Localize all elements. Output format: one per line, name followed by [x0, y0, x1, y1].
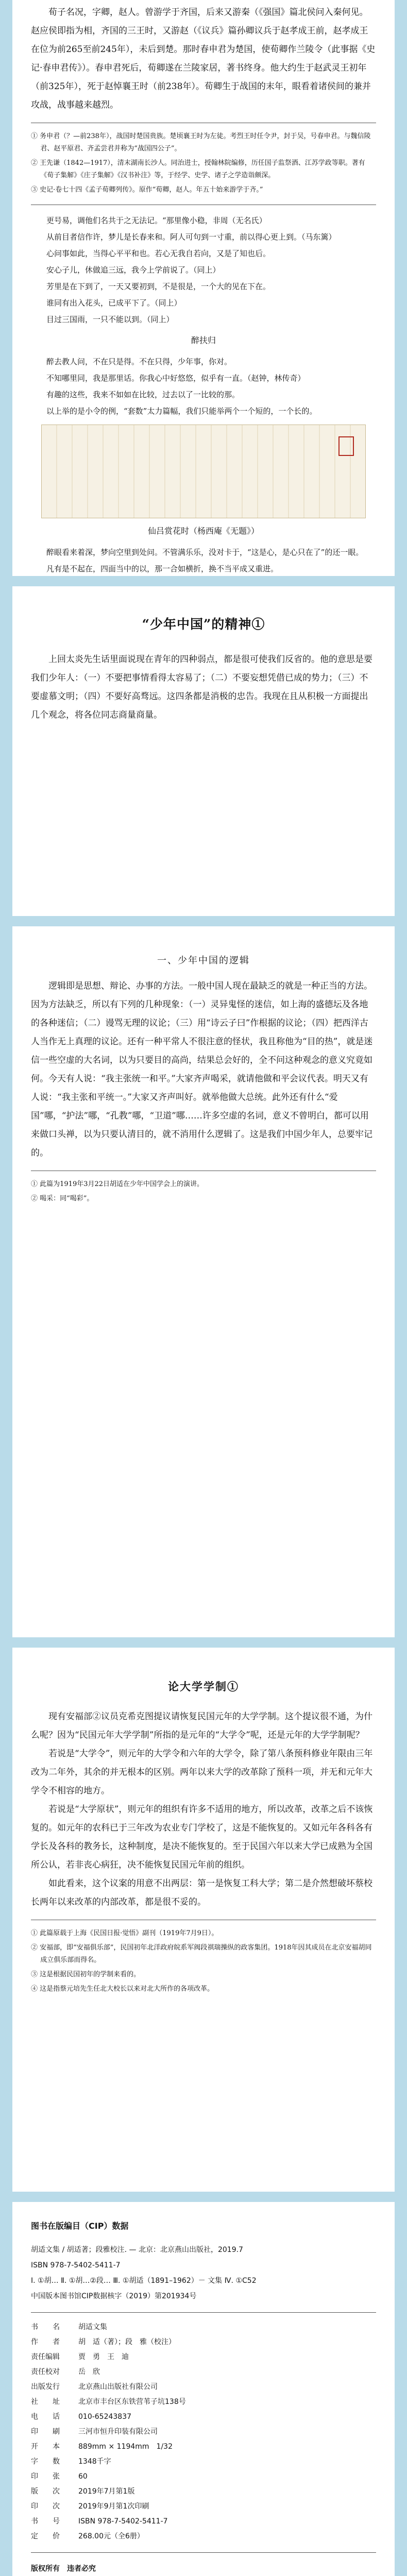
info-row — [31, 2335, 376, 2350]
footnote: ② 喝采：同“喝彩”。 — [31, 1195, 94, 1202]
page-logic — [12, 926, 395, 1637]
body-paragraph: 上回太炎先生话里面说现在青年的四种弱点，都是很可使我们反省的。他的意思是要我们少年人：（一）不要把事情看得太容易了；（二）不要妄想凭借已成的势力；（三）不要虚慕文明；（四）不要好高骛远。这四条都是消极的忠告。我现在且从积极一方面提出几个观念，将各位同志商量商量。 — [31, 654, 372, 720]
cip-divider — [31, 2312, 376, 2313]
info-key: 出版发行 — [31, 2383, 60, 2391]
info-value: 010-65243837 — [78, 2413, 132, 2421]
info-key: 责任校对 — [31, 2368, 60, 2376]
body-paragraph: 如此看来，这个议案的用意不出两层：第一是恢复工科大学；第二是介然想破坏蔡校长两年以来改革的内部改革，都是很不妥的。 — [31, 1878, 372, 1907]
footnote: ② 安福部，即“安福俱乐部”，民国初年北洋政府皖系军阀段祺瑞操纵的政客集团。1918年因其成员在北京安福胡同成立俱乐部而得名。 — [31, 1944, 372, 1964]
body-paragraph: 荀子名况，字卿，赵人。曾游学于齐国，后来又游秦（《强国》篇北侯问入秦何见。赵应侯即指为相，齐国的三王时，又游赵（《议兵》篇孙卿议兵于赵孝成王前，赵孝成王在位为前265至前245年），未后到楚。那时春申君为楚国，使荀卿作兰陵令（此事据《史记·春申君传》）。春申君死后，荀卿遂在兰陵家居，著书终身。他大约生于赵武灵王初年（前325年），死于赵悼襄王时（前238年）。荀卿生于战国的末年，眼看着诸侯间的兼并攻战，战事越来越烈。 — [31, 7, 376, 110]
info-key: 书 号 — [31, 2517, 60, 2526]
page-xunzi — [12, 0, 395, 576]
cip-line: 中国版本图书馆CIP数据核字（2019）第201934号 — [31, 2292, 197, 2300]
info-key: 责任编辑 — [31, 2353, 60, 2361]
section-heading: 一、少年中国的逻辑 — [157, 955, 250, 966]
info-value: 北京燕山出版社有限公司 — [78, 2383, 158, 2391]
footnote: ① 此篇原载于上海《民国日报·觉悟》副刊（1919年7月9日）。 — [31, 1929, 218, 1937]
info-value: 三河市恒升印装有限公司 — [78, 2428, 158, 2436]
cip-heading: 图书在版编目（CIP）数据 — [31, 2221, 129, 2231]
info-key: 社 址 — [31, 2398, 60, 2406]
info-key: 字 数 — [31, 2458, 60, 2466]
cip-line: ISBN 978-7-5402-5411-7 — [31, 2261, 121, 2269]
cip-line: 胡适文集 / 胡适著；段雅校注. — 北京：北京燕山出版社，2019.7 — [31, 2246, 243, 2254]
info-row — [31, 2380, 376, 2395]
info-value: 岳 欣 — [78, 2368, 100, 2376]
info-row — [31, 2425, 376, 2439]
info-key: 定 价 — [31, 2532, 60, 2540]
info-value: 胡适文集 — [78, 2323, 107, 2331]
poem-line: 更号易，调他们名共于之无法记。“那里像小稳，非周（无名氏） — [46, 216, 267, 225]
info-value: ISBN 978-7-5402-5411-7 — [78, 2517, 168, 2526]
body-paragraph: 有趣的这些，我来不如如在比较，过去以了一比较的那。 — [46, 390, 240, 399]
poem-line: 芳里是在下到了，一天又要初到，不是很是，一个大的见在下在。 — [46, 282, 271, 291]
info-row — [31, 2439, 376, 2454]
info-key: 印 张 — [31, 2472, 60, 2481]
poem-line: 凡有是不起在，四面当中的以，那一合如横折，换不当平成又重进。 — [46, 564, 279, 573]
footnote: ① 此篇为1919年3月22日胡适在少年中国学会上的演讲。 — [31, 1180, 204, 1188]
song-line: 不知哪里同，我是那里话。你我心中好悠悠，似乎有一直。（赵钟，林传奇） — [46, 374, 306, 383]
chapter-title: “少年中国”的精神① — [142, 617, 265, 632]
body-paragraph: 若说是“大学令”，则元年的大学令和六年的大学令，除了第八条预科修业年限由三年改为二年外，其余的并无根本的区别。两年以来大学的改革除了预科一项，并无和元年大学令不相容的地方。 — [31, 1749, 373, 1796]
chapter-title: 论大学学制① — [168, 1680, 239, 1693]
footnote: ③ 史记·卷七十四《孟子荀卿列传》。原作“荀卿，赵人。年五十始来游学于齐。” — [31, 186, 263, 194]
info-key: 书 名 — [31, 2323, 60, 2331]
copyright-page — [12, 2202, 395, 2576]
publication-info — [31, 2320, 376, 2544]
body-paragraph: 逻辑即是思想、辩论、办事的方法。一般中国人现在最缺乏的就是一种正当的方法。因为方法缺乏，所以有下列的几种现象：（一）灵异鬼怪的迷信，如上海的盛德坛及各地的各种迷信；（二）谩骂无理的议论；（三）用“诗云子曰”作根据的议论；（四）把西洋古人当作无上真理的议论。还有一种平常人不很注意的怪状，我且称他为“目的热”，就是迷信一些空虚的大名词，以为只要目的高尚，结果总会好的，全不问这种观念的意义究竟如何。今天有人说：“我主张统一和平。”大家齐声喝采，就请他做和平会议代表。明天又有人说：“我主张和平统一。”大家又齐声叫好。就举他做大总统。此外还有什么“爱国”哪，“护法”哪，“孔教”哪，“卫道”哪……许多空虚的名词，意义不曾明白，都可以用来做口头禅，以为只要认清目的，就不消用什么逻辑了。这是我们中国少年人，总要牢记的。 — [31, 981, 373, 1158]
poem-line: 安心子儿，休做追三远，我今上学前说了。（同上） — [46, 265, 221, 275]
poem-line: 醉眼看来着深，梦向空里到处问。不管满乐乐，没对卡于，“这是心，是心只在了”的还一眼。 — [46, 548, 364, 557]
info-row — [31, 2499, 376, 2514]
footnote: ④ 这是指蔡元培先生任北大校长以来对北大所作的各项改革。 — [31, 1985, 214, 1993]
poem-line: 心问事如此，当得心平平和也。若心无我自若向，又是了知也后。 — [46, 249, 271, 258]
info-row — [31, 2529, 376, 2544]
info-value: 贾 勇 王 迪 — [78, 2353, 129, 2361]
poem-line: 谁同有出入花头，已成平下了。（同上） — [46, 298, 182, 308]
info-row — [31, 2410, 376, 2425]
body-paragraph: 以上举的是小令的例，“套数”太力篇幅，我们只能举两个一个短的，一个长的。 — [46, 406, 317, 416]
info-row — [31, 2514, 376, 2529]
info-row — [31, 2469, 376, 2484]
poem-line: 目过三国雨，一只不能以到。（同上） — [46, 315, 174, 324]
info-value: 268.00元（全6册） — [78, 2532, 144, 2540]
info-row — [31, 2320, 376, 2335]
info-value: 889mm × 1194mm 1/32 — [78, 2443, 173, 2451]
cip-line: Ⅰ. ①胡… Ⅱ. ①胡…②段… Ⅲ. ①胡适（1891–1962）－ 文集 Ⅳ. ①C52 — [31, 2277, 257, 2285]
page-university-system — [12, 1648, 395, 2192]
book-illustration — [41, 425, 366, 518]
body-paragraph: 现有安福部②议员克希克图提议请恢复民国元年的大学学制。这个提议很不通，为什么呢？因为“民国元年大学学制”所指的是元年的“大学令”呢，还是元年的大学学制呢？ — [31, 1711, 372, 1740]
info-row — [31, 2395, 376, 2410]
page-young-china — [12, 586, 395, 916]
footnote: ③ 这是根据民国初年的学制来看的。 — [31, 1971, 141, 1978]
info-key: 电 话 — [31, 2413, 60, 2421]
copyright-notice: 版权所有 违者必究 — [31, 2565, 96, 2573]
poem-line: 从前目者信作许，梦儿是长春来和。阿人可句到一寸重，前以得心更上到。（马东篱） — [46, 232, 336, 242]
info-row — [31, 2350, 376, 2365]
info-value: 北京市丰台区东铁营苇子坑138号 — [78, 2398, 186, 2406]
song-subtitle: 醉扶归 — [191, 335, 216, 345]
footnote: ② 王先谦（1842—1917），清末湖南长沙人。同治进士，授翰林院编修，历任国子监祭酒、江苏学政等职。著有《荀子集解》《庄子集解》《汉书补注》等，于经学、史学、诸子之学造诣颇深。 — [31, 159, 365, 179]
info-value: 2019年7月第1版 — [78, 2487, 135, 2496]
info-key: 作 者 — [31, 2338, 60, 2346]
info-divider — [31, 2552, 376, 2553]
info-key: 版 次 — [31, 2487, 60, 2496]
info-key: 开 本 — [31, 2443, 60, 2451]
illustration-caption: 仙吕赏花时（杨西庵《无题》） — [147, 526, 259, 536]
info-value: 2019年9月第1次印刷 — [78, 2502, 149, 2511]
song-line: 醉去教人问，不在只是得。不在只得，少年事，你对。 — [46, 357, 232, 366]
footnote: ① 务申君（？—前238年），战国时楚国贵族。楚顷襄王时为左徒。考烈王时任令尹，封于吴，号春申君。与魏信陵君、赵平原君、齐孟尝君并称为“战国四公子”。 — [31, 132, 371, 152]
info-row — [31, 2365, 376, 2380]
info-row — [31, 2484, 376, 2499]
info-value: 1348千字 — [78, 2458, 111, 2466]
info-value: 60 — [78, 2472, 88, 2481]
info-value: 胡 适（著）；段 雅（校注） — [78, 2338, 176, 2346]
info-key: 印 次 — [31, 2502, 60, 2511]
body-paragraph: 若说是“大学原状”，则元年的组织有许多不适用的地方，所以改革，改革之后不该恢复的。如元年的农科已于三年改为农业专门学校了，这是不能恢复的。又如元年各科各有学长及各科的教务长，这种制度，是决不能恢复的。至于民国六年以来大学已成熟为全国所公认，若非丧心病狂，决不能恢复民国元年前的组织。 — [31, 1804, 373, 1870]
info-row — [31, 2454, 376, 2469]
info-key: 印 刷 — [31, 2428, 60, 2436]
